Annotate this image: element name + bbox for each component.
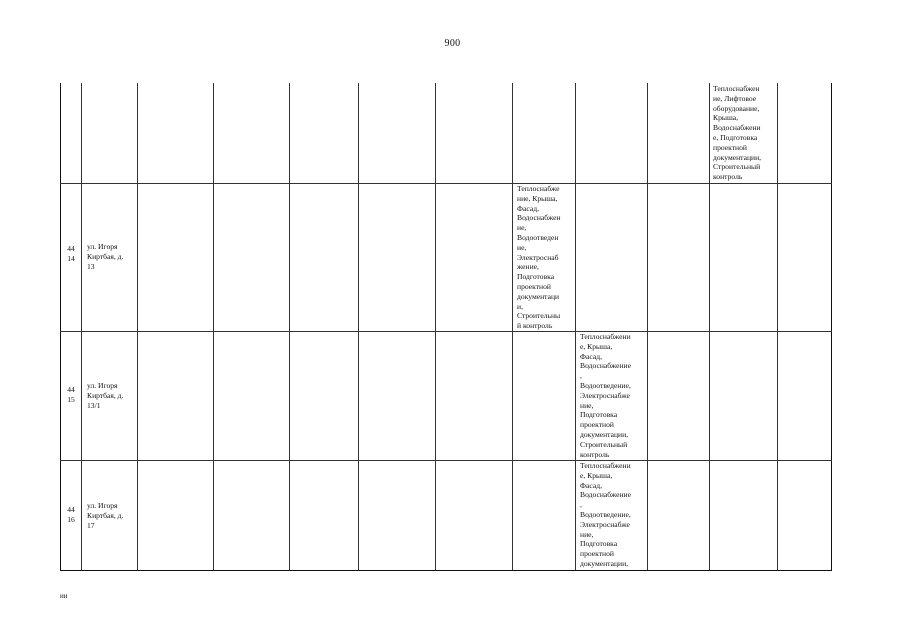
row-number-line: 44 [67,385,75,394]
cell-line: контроль [713,172,743,182]
cell-line: ие, [517,223,527,233]
works-cell [713,84,761,182]
cell-line: оборудование, [713,103,760,113]
row-number [61,505,81,525]
row-number-line: 16 [67,514,75,524]
row-number-line: 14 [67,253,75,263]
cell-line: проектной [580,420,614,430]
cell-line: , [580,500,582,510]
cell-line: ул. Игоря [87,501,118,510]
column-divider [777,83,778,571]
cell-line: и, [517,301,523,311]
row-divider [60,183,832,184]
works-cell [580,332,631,459]
cell-line: Теплоснабжени [580,332,631,341]
cell-line: Водоснабжение [580,490,631,500]
cell-line: жение, [517,262,539,272]
cell-line: Электроснабже [580,390,630,400]
cell-line: Теплоснабже [517,184,560,193]
cell-line: Подготовка [517,272,555,282]
cell-line: 13/1 [87,400,101,410]
row-number-line: 44 [67,244,75,253]
works-cell [580,461,631,569]
cell-line: проектной [580,549,614,559]
column-divider [575,83,576,571]
page-number: 900 [444,38,461,49]
cell-line: ие, Лифтовое [713,93,757,103]
cell-line: Киртбая, д. [87,510,124,520]
cell-line: Фасад, [517,203,539,213]
cell-line: Теплоснабжен [713,84,760,93]
address-cell [87,501,123,530]
column-divider [358,83,359,571]
column-divider [289,83,290,571]
column-divider [512,83,513,571]
row-number-line: 15 [67,394,75,404]
cell-line: Водоснабжение [580,361,631,371]
cell-line: Подготовка [580,410,618,420]
cell-line: Водоснабжен [517,213,561,223]
table-border [831,83,832,571]
cell-line: , [580,371,582,381]
cell-line: Электроснабже [580,519,630,529]
cell-line: Фасад, [580,480,602,490]
column-divider [435,83,436,571]
cell-line: 13 [87,261,95,271]
column-divider [709,83,710,571]
cell-line: ие, [517,242,527,252]
cell-line: ние, [580,400,594,410]
row-number-line: 44 [67,505,75,514]
cell-line: контроль [580,449,610,459]
cell-line: Крыша, [713,113,739,123]
works-cell [517,184,561,331]
cell-line: Водоснабжени [713,123,761,133]
cell-line: й контроль [517,321,553,331]
cell-line: е, Подготовка [713,132,758,142]
row-divider [60,460,832,461]
cell-line: ние, Крыша, [517,193,558,203]
row-number [61,385,81,405]
table-border [60,83,61,571]
cell-line: Водоотведение, [580,509,631,519]
row-number [61,244,81,264]
cell-line: документаци [517,291,560,301]
cell-line: Фасад, [580,351,602,361]
cell-line: ул. Игоря [87,242,118,251]
cell-line: Киртбая, д. [87,251,124,261]
address-cell [87,242,123,271]
cell-line: 17 [87,520,95,530]
cell-line: проектной [517,281,551,291]
cell-line: Подготовка [580,539,618,549]
address-cell [87,381,123,410]
cell-line: Строительный [713,162,761,172]
column-divider [213,83,214,571]
table-border [60,570,832,571]
cell-line: документации, [713,152,762,162]
column-divider [137,83,138,571]
column-divider [647,83,648,571]
cell-line: е, Крыша, [580,341,613,351]
cell-line: ул. Игоря [87,381,118,390]
cell-line: ние, [580,529,594,539]
cell-line: Теплоснабжени [580,461,631,470]
cell-line: Строительны [517,311,561,321]
column-divider [81,83,82,571]
footer-mark: ии [60,592,68,600]
row-divider [60,331,832,332]
cell-line: Киртбая, д. [87,390,124,400]
cell-line: проектной [713,142,747,152]
cell-line: документации, [580,429,629,439]
cell-line: е, Крыша, [580,470,613,480]
works-table [60,83,832,571]
cell-line: документации, [580,558,629,568]
cell-line: Электроснаб [517,252,559,262]
cell-line: Водоотведение, [580,380,631,390]
cell-line: Строительный [580,439,628,449]
cell-line: Водоотведен [517,232,559,242]
